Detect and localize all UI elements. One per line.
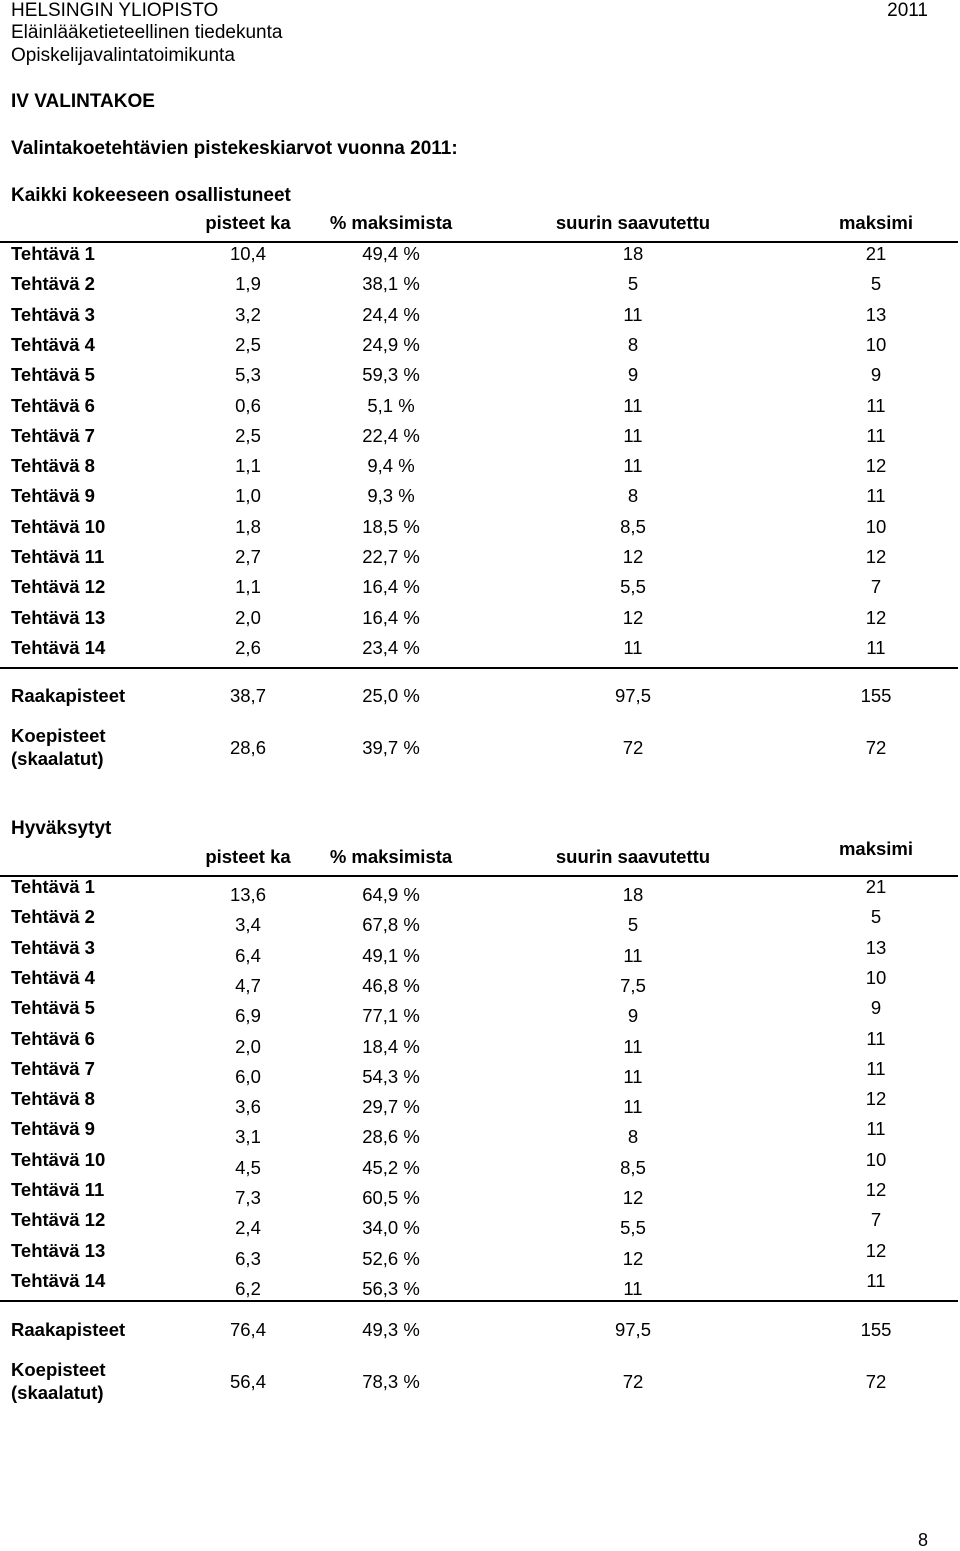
cell-pct: 49,3 % <box>362 1319 420 1340</box>
table-header-row <box>0 208 960 238</box>
row-label: Tehtävä 8 <box>11 455 95 477</box>
table-row <box>0 239 960 269</box>
row-label: Tehtävä 2 <box>11 906 95 928</box>
cell-pct: 28,6 % <box>362 1126 420 1148</box>
cell-avg: 28,6 <box>229 737 266 758</box>
table-row <box>0 512 960 542</box>
row-label: Tehtävä 14 <box>11 636 106 658</box>
cell-avg: 3,6 <box>235 1096 261 1118</box>
cell-avg: 2,4 <box>235 1217 261 1239</box>
row-label: Tehtävä 4 <box>11 333 95 355</box>
cell-max: 11 <box>866 1269 886 1291</box>
raw-points-row <box>0 1315 960 1345</box>
university-name: HELSINGIN YLIOPISTO <box>11 0 219 21</box>
cell-pct: 34,0 % <box>362 1217 420 1239</box>
cell-best: 72 <box>622 1371 644 1392</box>
cell-pct: 77,1 % <box>362 1005 420 1027</box>
row-label: Tehtävä 2 <box>11 273 95 295</box>
cell-pct: 22,4 % <box>362 424 420 446</box>
cell-best: 8,5 <box>620 515 646 537</box>
cell-max: 5 <box>870 906 882 928</box>
col-header-avg: pisteet ka <box>205 846 291 867</box>
cell-max: 72 <box>865 1371 887 1392</box>
cell-max: 10 <box>865 515 887 537</box>
table-row <box>0 997 960 1031</box>
cell-avg: 4,7 <box>235 974 261 996</box>
cell-avg: 2,0 <box>235 606 261 628</box>
table-row <box>0 1179 960 1213</box>
cell-avg: 6,4 <box>235 944 261 966</box>
section-title: IV VALINTAKOE <box>11 91 155 112</box>
row-label: Tehtävä 7 <box>11 424 95 446</box>
table-row <box>0 330 960 360</box>
row-label: Tehtävä 4 <box>11 966 95 988</box>
cell-best: 11 <box>623 1035 643 1057</box>
cell-pct: 49,1 % <box>362 944 420 966</box>
cell-max: 11 <box>866 485 886 507</box>
row-label: Tehtävä 6 <box>11 1027 95 1049</box>
cell-best: 97,5 <box>614 1319 651 1340</box>
row-label: Tehtävä 6 <box>11 394 95 416</box>
cell-max: 10 <box>865 966 887 988</box>
table-row <box>0 966 960 1001</box>
row-label: Tehtävä 12 <box>11 1209 106 1231</box>
scaled-points-row <box>0 1359 960 1413</box>
cell-best: 5 <box>627 914 639 936</box>
cell-avg: 13,6 <box>229 884 266 905</box>
cell-avg: 1,1 <box>235 455 261 477</box>
cell-max: 11 <box>866 394 886 416</box>
cell-avg: 1,8 <box>235 515 261 537</box>
row-label: Tehtävä 14 <box>11 1269 106 1291</box>
cell-avg: 6,9 <box>235 1005 261 1027</box>
cell-best: 9 <box>627 364 639 386</box>
table-row <box>0 1118 960 1152</box>
cell-avg: 3,4 <box>235 914 261 936</box>
row-label: Tehtävä 8 <box>11 1088 95 1110</box>
cell-best: 72 <box>622 737 644 758</box>
row-label: Tehtävä 10 <box>11 515 106 537</box>
cell-pct: 9,4 % <box>367 455 415 477</box>
cell-best: 97,5 <box>614 685 651 706</box>
document-year: 2011 <box>887 0 928 21</box>
summary-rule <box>0 1300 958 1302</box>
cell-best: 11 <box>623 394 643 416</box>
cell-max: 9 <box>870 364 882 386</box>
col-header-best: suurin saavutettu <box>555 212 711 233</box>
table-row <box>0 1088 960 1122</box>
table-accepted-title: Hyväksytyt <box>11 818 112 839</box>
cell-best: 11 <box>623 424 643 446</box>
cell-best: 9 <box>627 1005 639 1027</box>
cell-best: 11 <box>623 1065 643 1087</box>
cell-max: 5 <box>870 273 882 295</box>
cell-best: 8 <box>627 485 639 507</box>
cell-best: 5,5 <box>620 1217 646 1239</box>
col-header-max: maksimi <box>838 212 914 233</box>
cell-max: 21 <box>865 876 887 897</box>
cell-max: 12 <box>865 1179 887 1200</box>
row-label: Tehtävä 11 <box>11 546 105 567</box>
cell-max: 11 <box>866 424 886 446</box>
row-label: Raakapisteet <box>11 685 126 706</box>
cell-best: 11 <box>623 303 643 325</box>
cell-pct: 60,5 % <box>362 1187 420 1208</box>
cell-pct: 24,4 % <box>362 303 420 325</box>
row-label: Tehtävä 13 <box>11 606 106 628</box>
cell-pct: 49,4 % <box>362 243 420 264</box>
cell-avg: 6,0 <box>235 1065 261 1087</box>
row-label-line2: (skaalatut) <box>11 748 104 769</box>
table-row <box>0 876 960 910</box>
cell-avg: 1,1 <box>235 576 261 598</box>
cell-pct: 22,7 % <box>362 546 420 567</box>
cell-max: 7 <box>870 576 882 598</box>
table-row <box>0 936 960 971</box>
cell-best: 18 <box>622 884 644 905</box>
cell-best: 12 <box>622 1247 644 1269</box>
row-label: Tehtävä 1 <box>11 876 95 897</box>
row-label: Tehtävä 12 <box>11 576 106 598</box>
table-row <box>0 1057 960 1092</box>
faculty-name: Eläinlääketieteellinen tiedekunta <box>11 22 283 43</box>
cell-max: 10 <box>865 1148 887 1170</box>
cell-avg: 1,0 <box>235 485 261 507</box>
table-row <box>0 1148 960 1183</box>
cell-pct: 54,3 % <box>362 1065 420 1087</box>
cell-max: 10 <box>865 333 887 355</box>
col-header-pct: % maksimista <box>329 846 453 867</box>
cell-avg: 2,6 <box>235 636 261 658</box>
cell-pct: 46,8 % <box>362 974 420 996</box>
row-label: Tehtävä 5 <box>11 997 95 1019</box>
cell-best: 7,5 <box>620 974 646 996</box>
cell-pct: 29,7 % <box>362 1096 420 1118</box>
col-header-avg: pisteet ka <box>205 212 291 233</box>
table-row <box>0 269 960 299</box>
cell-pct: 16,4 % <box>362 576 420 598</box>
cell-max: 12 <box>865 606 887 628</box>
cell-avg: 4,5 <box>235 1156 261 1178</box>
cell-max: 13 <box>865 303 887 325</box>
row-label: Tehtävä 1 <box>11 243 95 264</box>
cell-best: 11 <box>623 636 643 658</box>
cell-max: 9 <box>870 997 882 1019</box>
row-label-line2: (skaalatut) <box>11 1382 104 1403</box>
committee-name: Opiskelijavalintatoimikunta <box>11 45 235 66</box>
cell-avg: 3,2 <box>235 303 261 325</box>
cell-best: 8,5 <box>620 1156 646 1178</box>
table-row <box>0 1209 960 1243</box>
header-rule <box>0 875 958 877</box>
col-header-pct: % maksimista <box>329 212 453 233</box>
table-row <box>0 451 960 481</box>
cell-pct: 38,1 % <box>362 273 420 295</box>
cell-pct: 56,3 % <box>362 1277 420 1299</box>
cell-best: 11 <box>623 455 643 477</box>
cell-max: 12 <box>865 1088 887 1110</box>
cell-avg: 38,7 <box>229 685 266 706</box>
cell-avg: 56,4 <box>229 1371 266 1392</box>
cell-max: 11 <box>866 1057 886 1079</box>
table-row <box>0 603 960 633</box>
cell-pct: 25,0 % <box>362 685 420 706</box>
row-label: Tehtävä 7 <box>11 1057 95 1079</box>
cell-pct: 18,5 % <box>362 515 420 537</box>
cell-best: 12 <box>622 546 644 567</box>
table-header-row <box>0 838 960 872</box>
cell-pct: 45,2 % <box>362 1156 420 1178</box>
cell-best: 8 <box>627 1126 639 1148</box>
cell-best: 11 <box>623 1096 643 1118</box>
table-row <box>0 360 960 390</box>
cell-max: 21 <box>865 243 887 264</box>
cell-best: 11 <box>623 944 643 966</box>
cell-avg: 0,6 <box>235 394 261 416</box>
cell-max: 11 <box>866 1118 886 1140</box>
cell-max: 155 <box>860 1319 892 1340</box>
cell-avg: 6,2 <box>235 1277 261 1299</box>
table-row <box>0 633 960 663</box>
cell-avg: 1,9 <box>235 273 261 295</box>
page-number: 8 <box>917 1530 928 1550</box>
cell-avg: 7,3 <box>235 1187 261 1208</box>
cell-pct: 5,1 % <box>367 394 415 416</box>
cell-pct: 9,3 % <box>367 485 415 507</box>
table-row <box>0 1027 960 1062</box>
table-row <box>0 906 960 940</box>
cell-max: 11 <box>866 1027 886 1049</box>
table-row <box>0 572 960 602</box>
cell-pct: 16,4 % <box>362 606 420 628</box>
cell-pct: 52,6 % <box>362 1247 420 1269</box>
cell-avg: 2,5 <box>235 424 261 446</box>
row-label: Tehtävä 11 <box>11 1179 105 1200</box>
cell-max: 72 <box>865 737 887 758</box>
cell-pct: 39,7 % <box>362 737 420 758</box>
cell-avg: 2,5 <box>235 333 261 355</box>
cell-max: 155 <box>860 685 892 706</box>
cell-best: 5 <box>627 273 639 295</box>
cell-avg: 6,3 <box>235 1247 261 1269</box>
cell-max: 11 <box>866 636 886 658</box>
table-row <box>0 391 960 421</box>
row-label: Tehtävä 9 <box>11 485 95 507</box>
cell-max: 12 <box>865 546 887 567</box>
summary-rule <box>0 667 958 669</box>
col-header-best: suurin saavutettu <box>555 846 711 867</box>
cell-best: 18 <box>622 243 644 264</box>
cell-pct: 59,3 % <box>362 364 420 386</box>
row-label-line1: Koepisteet <box>11 1359 106 1380</box>
table-row <box>0 542 960 572</box>
cell-best: 8 <box>627 333 639 355</box>
scaled-points-row <box>0 725 960 779</box>
cell-pct: 64,9 % <box>362 884 420 905</box>
row-label-line1: Koepisteet <box>11 725 106 746</box>
table-row <box>0 300 960 330</box>
cell-avg: 2,0 <box>235 1035 261 1057</box>
cell-best: 12 <box>622 1187 644 1208</box>
cell-max: 12 <box>865 455 887 477</box>
raw-points-row <box>0 681 960 711</box>
cell-max: 12 <box>865 1239 887 1261</box>
col-header-max: maksimi <box>838 838 914 859</box>
cell-pct: 18,4 % <box>362 1035 420 1057</box>
cell-pct: 67,8 % <box>362 914 420 936</box>
cell-avg: 3,1 <box>235 1126 261 1148</box>
row-label: Tehtävä 3 <box>11 303 95 325</box>
table-row <box>0 1239 960 1274</box>
row-label: Tehtävä 13 <box>11 1239 106 1261</box>
cell-pct: 23,4 % <box>362 636 420 658</box>
cell-best: 11 <box>623 1277 643 1299</box>
row-label: Tehtävä 10 <box>11 1148 106 1170</box>
cell-avg: 5,3 <box>235 364 261 386</box>
cell-pct: 78,3 % <box>362 1371 420 1392</box>
row-label: Raakapisteet <box>11 1319 126 1340</box>
row-label: Tehtävä 3 <box>11 936 95 958</box>
cell-avg: 76,4 <box>229 1319 266 1340</box>
cell-pct: 24,9 % <box>362 333 420 355</box>
subtitle: Valintakoetehtävien pistekeskiarvot vuonna 2011: <box>11 138 458 159</box>
cell-avg: 10,4 <box>229 243 266 264</box>
table-row <box>0 481 960 511</box>
cell-max: 7 <box>870 1209 882 1231</box>
row-label: Tehtävä 9 <box>11 1118 95 1140</box>
cell-best: 12 <box>622 606 644 628</box>
cell-max: 13 <box>865 936 887 958</box>
cell-best: 5,5 <box>620 576 646 598</box>
table-all-title: Kaikki kokeeseen osallistuneet <box>11 185 291 206</box>
table-row <box>0 421 960 451</box>
row-label: Tehtävä 5 <box>11 364 95 386</box>
cell-avg: 2,7 <box>235 546 261 567</box>
